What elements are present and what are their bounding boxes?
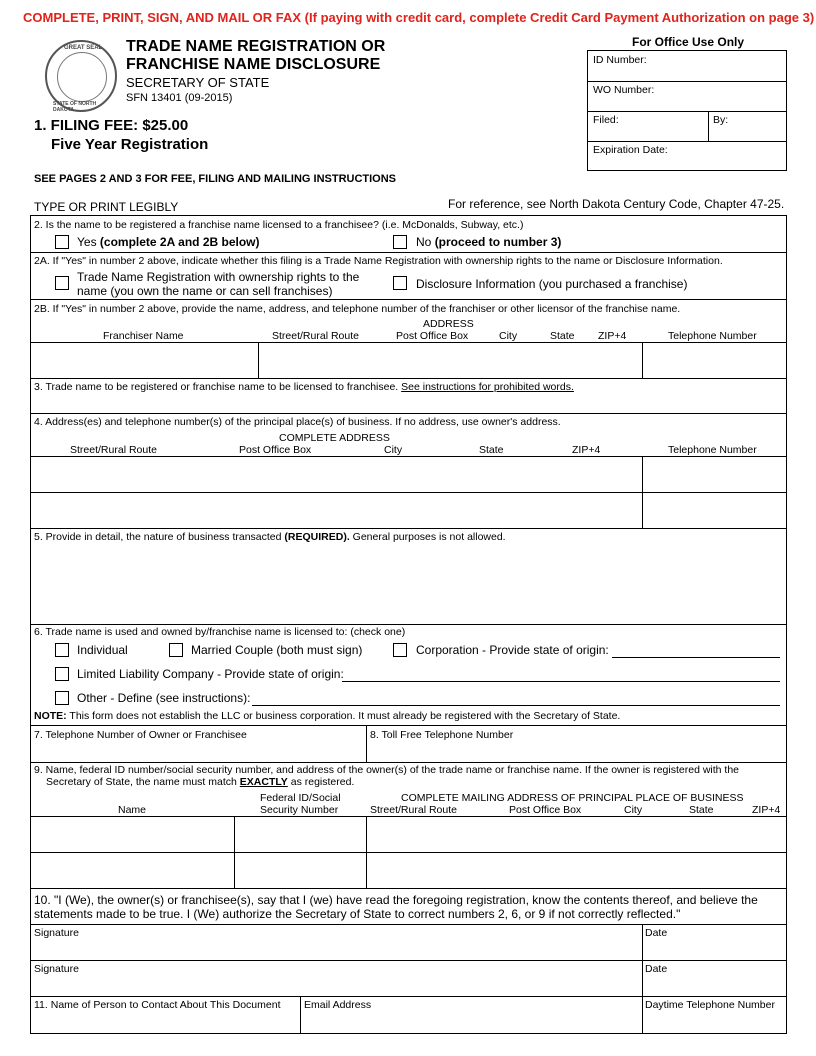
office-use-title: For Office Use Only [632,35,745,49]
office-use-box [587,50,787,171]
2b-col-pobox: Post Office Box [396,330,469,342]
id-number-label: ID Number: [593,54,647,66]
llc-state-field[interactable] [342,681,780,682]
no-checkbox[interactable] [393,235,407,249]
owner-name-field-2[interactable] [31,853,234,888]
section-8-label: 8. Toll Free Telephone Number [370,729,514,741]
email-address-field[interactable] [301,1012,642,1033]
seal-bottom-text: STATE OF NORTH DAKOTA [53,101,97,113]
9-col-street: Street/Rural Route [370,804,457,816]
section-6-label: 6. Trade name is used and owned by/franchise name is licensed to: (check one) [34,626,406,638]
date-label-1: Date [645,927,668,939]
2b-col-franchiser-name: Franchiser Name [103,330,184,342]
4-col-phone: Telephone Number [668,444,757,456]
disclosure-information-checkbox[interactable] [393,276,407,290]
code-reference: For reference, see North Dakota Century Code, Chapter 47-25. [448,197,785,211]
section-10-line2: statements made to be true. I (We) authorize the Secretary of State to correct numbers 2, 6, or 9 if not correctly reflected." [34,907,681,921]
trade-name-field[interactable] [31,394,786,413]
section-4-label: 4. Address(es) and telephone number(s) of the principal place(s) of business. If no address, use owner's address. [34,416,561,428]
llc-label: Limited Liability Company - Provide state of origin: [77,667,344,681]
trade-name-registration-checkbox[interactable] [55,276,69,290]
section-2b-question: 2B. If "Yes" in number 2 above, provide the name, address, and telephone number of the franchiser or other licensor of the franchise name. [34,303,681,315]
business-phone-field-1[interactable] [643,457,786,492]
form-title-line2: FRANCHISE NAME DISCLOSURE [126,56,381,73]
franchiser-name-field[interactable] [31,343,258,377]
owner-name-field-1[interactable] [31,817,234,852]
filing-fee: 1. FILING FEE: $25.00 [34,117,189,134]
4-address-header: COMPLETE ADDRESS [279,432,390,444]
disclosure-information-label: Disclosure Information (you purchased a franchise) [416,277,688,291]
2b-col-state: State [550,330,575,342]
married-couple-checkbox[interactable] [169,643,183,657]
4-col-zip: ZIP+4 [572,444,601,456]
2b-col-city: City [499,330,518,342]
date-field-1[interactable] [643,925,786,960]
business-address-field-2[interactable] [31,493,642,528]
section-6-note: NOTE: This form does not establish the LLC or business corporation. It must already be registered with the Secretary of State. [34,710,621,722]
signature-label-2: Signature [34,963,79,975]
wo-number-label: WO Number: [593,84,655,96]
9-col-state: State [689,804,714,816]
llc-checkbox[interactable] [55,667,69,681]
4-col-city: City [384,444,403,456]
9-col-city: City [624,804,643,816]
9-col-fed-line2: Security Number [260,804,339,816]
form-title-line1: TRADE NAME REGISTRATION OR [126,38,386,55]
contact-person-label: 11. Name of Person to Contact About This Document [34,999,281,1011]
franchiser-address-field[interactable] [259,343,642,377]
no-label: No (proceed to number 3) [416,235,562,249]
contact-person-field[interactable] [31,1012,300,1033]
daytime-phone-field[interactable] [643,1012,786,1033]
other-checkbox[interactable] [55,691,69,705]
section-2-question: 2. Is the name to be registered a franchise name licensed to a franchisee? (i.e. McDonalds, Subway, etc.) [34,219,524,231]
section-5-label: 5. Provide in detail, the nature of business transacted (REQUIRED). General purposes is not allowed. [34,531,506,543]
married-couple-label: Married Couple (both must sign) [191,643,363,657]
prohibited-words-link[interactable]: See instructions for prohibited words. [401,381,574,393]
signature-field-1[interactable] [31,925,642,960]
yes-label: Yes (complete 2A and 2B below) [77,235,260,249]
seal-top-text: GREAT SEAL [64,45,103,51]
2b-col-zip: ZIP+4 [598,330,627,342]
type-print-legibly: TYPE OR PRINT LEGIBLY [34,200,179,214]
section-3-label: 3. Trade name to be registered or franchise name to be licensed to franchisee. See instructions for prohibited words. [34,381,574,393]
state-seal [45,40,117,112]
date-field-2[interactable] [643,961,786,996]
section-9-line1: 9. Name, federal ID number/social security number, and address of the owner(s) of the trade name or franchise name. If the owner is registered with the [34,764,740,776]
owner-telephone-field[interactable] [31,743,366,762]
owner-fed-id-field-1[interactable] [235,817,366,852]
daytime-phone-label: Daytime Telephone Number [645,999,775,1011]
business-phone-field-2[interactable] [643,493,786,528]
other-label: Other - Define (see instructions): [77,691,251,705]
4-col-state: State [479,444,504,456]
individual-checkbox[interactable] [55,643,69,657]
9-col-pobox: Post Office Box [509,804,582,816]
section-7-label: 7. Telephone Number of Owner or Franchisee [34,729,247,741]
owner-address-field-1[interactable] [367,817,786,852]
yes-checkbox[interactable] [55,235,69,249]
9-address-header: COMPLETE MAILING ADDRESS OF PRINCIPAL PLACE OF BUSINESS [401,792,744,804]
expiration-date-label: Expiration Date: [593,144,668,156]
2b-col-street: Street/Rural Route [272,330,359,342]
date-label-2: Date [645,963,668,975]
signature-field-2[interactable] [31,961,642,996]
email-address-label: Email Address [304,999,372,1011]
seal-emblem [57,52,107,102]
signature-label-1: Signature [34,927,79,939]
9-col-fed-line1: Federal ID/Social [260,792,341,804]
individual-label: Individual [77,643,128,657]
agency-name: SECRETARY OF STATE [126,75,270,90]
nature-of-business-field[interactable] [31,546,786,624]
2b-col-phone: Telephone Number [668,330,757,342]
trade-name-registration-label-1: Trade Name Registration with ownership rights to the [77,270,360,284]
filed-label: Filed: [593,114,619,126]
by-label: By: [713,114,729,126]
corporation-checkbox[interactable] [393,643,407,657]
owner-address-field-2[interactable] [367,853,786,888]
section-2a-question: 2A. If "Yes" in number 2 above, indicate whether this filing is a Trade Name Registration with ownership rights to the name or Disclosure Information. [34,255,723,267]
trade-name-registration-label-2: name (you own the name or can sell franchises) [77,284,333,298]
9-col-zip: ZIP+4 [752,804,781,816]
five-year-registration: Five Year Registration [51,136,209,153]
business-address-field-1[interactable] [31,457,642,492]
banner-instruction: COMPLETE, PRINT, SIGN, AND MAIL OR FAX (If paying with credit card, complete Credit Card Payment Authorization on page 3) [23,10,815,25]
2b-address-header: ADDRESS [423,318,474,330]
instructions-note: SEE PAGES 2 AND 3 FOR FEE, FILING AND MAILING INSTRUCTIONS [34,173,397,185]
other-define-field[interactable] [252,705,780,706]
section-10-line1: 10. "I (We), the owner(s) or franchisee(s), say that I (we) have read the foregoing registration, know the contents thereof, and believe the [34,893,758,907]
owner-fed-id-field-2[interactable] [235,853,366,888]
franchiser-phone-field[interactable] [643,343,786,377]
section-9-line2: Secretary of State, the name must match EXACTLY as registered. [46,776,355,788]
corporation-label: Corporation - Provide state of origin: [416,643,609,657]
corporation-state-field[interactable] [612,657,780,658]
9-col-name: Name [118,804,147,816]
4-col-street: Street/Rural Route [70,444,157,456]
toll-free-telephone-field[interactable] [367,743,786,762]
4-col-pobox: Post Office Box [239,444,312,456]
form-number: SFN 13401 (09-2015) [126,92,233,104]
